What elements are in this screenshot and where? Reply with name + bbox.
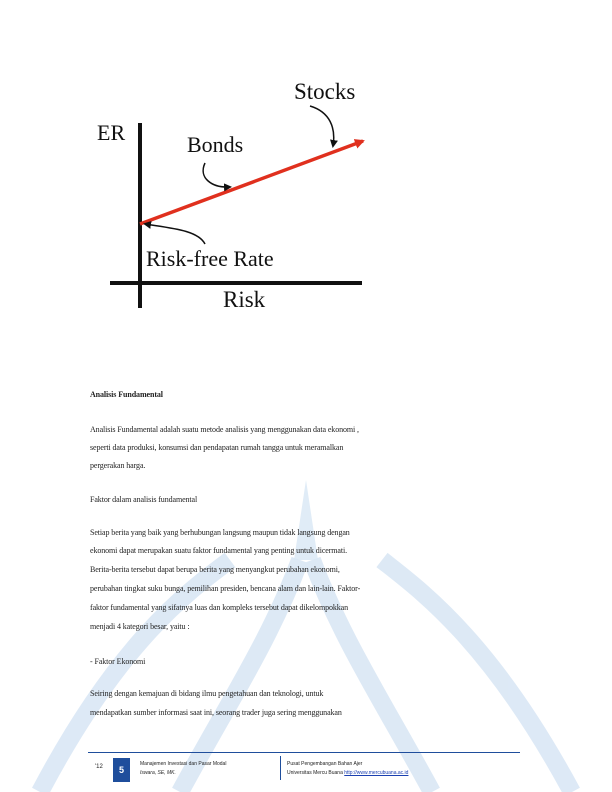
risk-return-diagram — [0, 0, 612, 340]
stocks-callout-arrow — [310, 106, 334, 146]
university-link[interactable]: http://www.mercubuana.ac.id — [344, 770, 409, 776]
body-line: Setiap berita yang baik yang berhubungan langsung maupun tidak langsung dengan — [90, 528, 350, 537]
list-item: - Faktor Ekonomi — [90, 657, 146, 666]
university-line — [287, 770, 408, 777]
page-number: 5 — [118, 765, 124, 775]
bonds-callout-arrow — [203, 163, 230, 187]
y-axis-label: ER — [97, 120, 126, 145]
page-number-badge — [113, 758, 130, 782]
body-line: Analisis Fundamental adalah suatu metode analisis yang menggunakan data ekonomi , — [90, 425, 359, 434]
riskfree-callout-arrow — [145, 224, 205, 244]
university-name: Universitas Mercu Buana — [287, 770, 343, 776]
bonds-label: Bonds — [187, 132, 244, 157]
body-line: pergerakan harga. — [90, 461, 146, 470]
body-line: Seiring dengan kemajuan di bidang ilmu pengetahuan dan teknologi, untuk — [90, 689, 324, 698]
center-name: Pusat Pengembangan Bahan Ajer — [287, 761, 363, 767]
x-axis-label: Risk — [223, 287, 266, 312]
body-line: Berita-berita tersebut dapat berupa berita yang menyangkut perubahan ekonomi, — [90, 565, 340, 574]
body-line: perubahan tingkat suku bunga, pemilihan presiden, bencana alam dan lain-lain. Faktor- — [90, 584, 361, 593]
footer-rule — [88, 752, 520, 753]
page-number-small: '12 — [95, 764, 103, 770]
body-line: faktor fundamental yang sifatnya luas dan kompleks tersebut dapat dikelompokkan — [90, 603, 349, 612]
stocks-label: Stocks — [294, 79, 356, 104]
footer-divider — [280, 756, 281, 780]
section-heading: Analisis Fundamental — [90, 390, 163, 399]
course-title: Manajemen Investasi dan Pasar Modal — [140, 761, 227, 767]
capital-market-line — [140, 141, 363, 224]
body-line: menjadi 4 kategori besar, yaitu : — [90, 622, 190, 631]
subheading: Faktor dalam analisis fundamental — [90, 495, 198, 504]
body-line: seperti data produksi, konsumsi dan pendapatan rumah tangga untuk meramalkan — [90, 443, 344, 452]
body-line: ekonomi dapat merupakan suatu faktor fundamental yang penting untuk dicermati. — [90, 546, 348, 555]
course-author: Iswara, SE, MK. — [140, 770, 176, 776]
body-line: mendapatkan sumber informasi saat ini, seorang trader juga sering menggunakan — [90, 708, 342, 717]
riskfree-label: Risk-free Rate — [146, 246, 274, 271]
